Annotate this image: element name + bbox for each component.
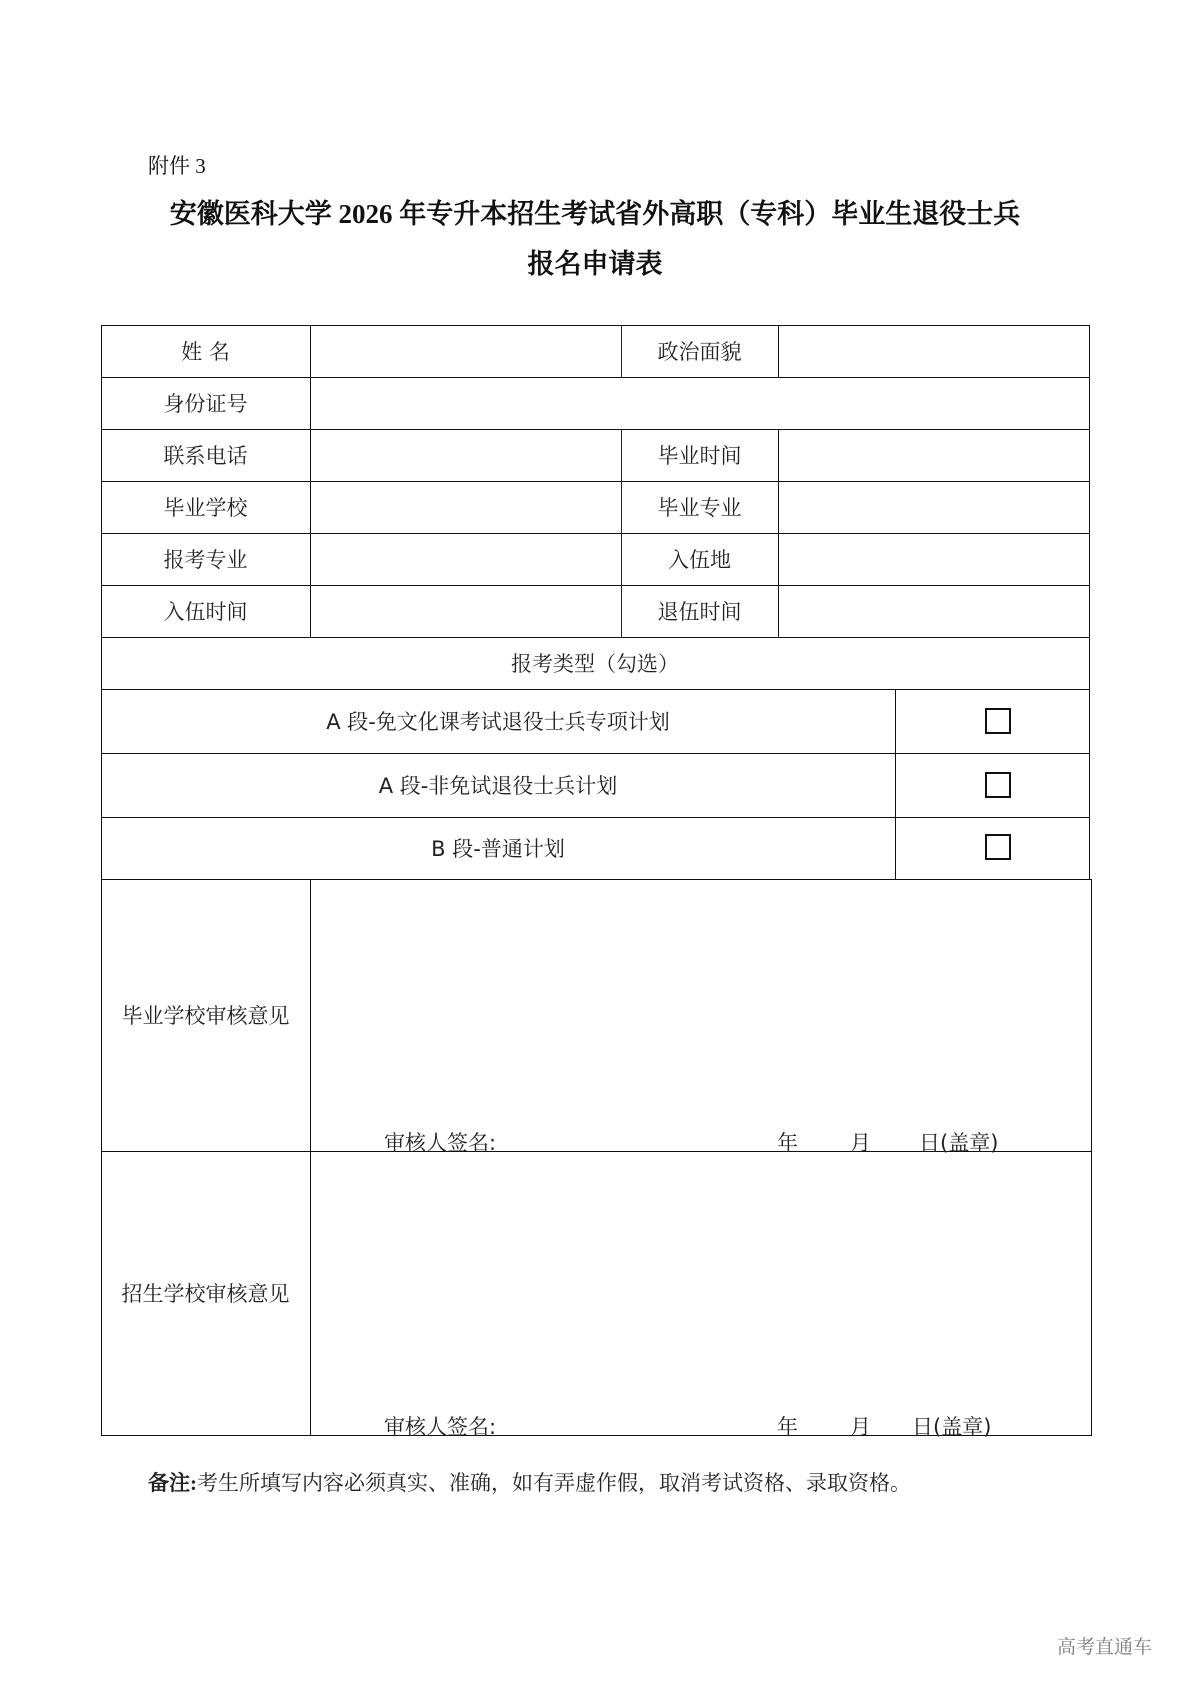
- exam-type-checkbox-a-exempt[interactable]: [985, 708, 1011, 734]
- graduation-school-review-field[interactable]: [311, 880, 1090, 1100]
- footer-note: [148, 1467, 911, 1497]
- exam-type-option-label: B 段-普通计划: [431, 837, 565, 861]
- graduation-date-field[interactable]: [779, 430, 1088, 481]
- label-enlistment-place: 入伍地: [668, 548, 731, 572]
- exam-type-checkbox-b-general[interactable]: [985, 834, 1011, 860]
- label-discharge-date: 退伍时间: [657, 600, 742, 624]
- exam-type-option-label: A 段-非免试退役士兵计划: [378, 774, 618, 798]
- graduation-school-field[interactable]: [311, 482, 620, 533]
- label-applied-major: 报考专业: [163, 548, 248, 572]
- label-graduation-school: 毕业学校: [163, 496, 248, 520]
- table-border-right: [1089, 325, 1090, 880]
- id-number-field[interactable]: [311, 378, 1088, 429]
- label-graduation-major: 毕业专业: [657, 496, 742, 520]
- label-enlistment-date: 入伍时间: [163, 600, 248, 624]
- applied-major-field[interactable]: [311, 534, 620, 585]
- label-graduation-date: 毕业时间: [657, 444, 742, 468]
- note-text: 考生所填写内容必须真实、准确，如有弄虚作假，取消考试资格、录取资格。: [197, 1471, 911, 1495]
- watermark: 高考直通车: [1057, 1636, 1153, 1658]
- enlistment-place-field[interactable]: [779, 534, 1088, 585]
- month-label: 月: [850, 1415, 871, 1439]
- name-field[interactable]: [311, 326, 620, 377]
- label-name: 姓 名: [181, 340, 230, 364]
- label-political-status: 政治面貌: [657, 340, 742, 364]
- year-label: 年: [777, 1131, 798, 1155]
- reviewer-signature-label: 审核人签名:: [384, 1131, 497, 1155]
- form-subtitle: 报名申请表: [527, 249, 663, 279]
- exam-type-checkbox-a-non-exempt[interactable]: [985, 772, 1011, 798]
- enlistment-date-field[interactable]: [311, 586, 620, 637]
- note-label: 备注:: [148, 1471, 197, 1495]
- year-label: 年: [777, 1415, 798, 1439]
- admission-school-review-field[interactable]: [311, 1152, 1090, 1382]
- form-title: 安徽医科大学 2026 年专升本招生考试省外高职（专科）毕业生退役士兵: [169, 199, 1021, 229]
- label-admission-school-review: 招生学校审核意见: [121, 1282, 290, 1306]
- discharge-date-field[interactable]: [779, 586, 1088, 637]
- label-phone: 联系电话: [163, 444, 248, 468]
- reviewer-signature-label: 审核人签名:: [384, 1415, 497, 1439]
- phone-field[interactable]: [311, 430, 620, 481]
- exam-type-header: 报考类型（勾选）: [511, 652, 679, 676]
- label-id-number: 身份证号: [163, 392, 248, 416]
- exam-type-option-label: A 段-免文化课考试退役士兵专项计划: [326, 710, 670, 734]
- column-divider: [895, 689, 896, 879]
- month-label: 月: [850, 1131, 871, 1155]
- graduation-major-field[interactable]: [779, 482, 1088, 533]
- attachment-label: 附件 3: [148, 154, 206, 178]
- political-status-field[interactable]: [779, 326, 1088, 377]
- label-graduation-school-review: 毕业学校审核意见: [121, 1004, 290, 1028]
- table-border-right-lower: [1091, 879, 1092, 1436]
- day-seal-label: 日(盖章): [919, 1131, 999, 1155]
- day-seal-label: 日(盖章): [912, 1415, 992, 1439]
